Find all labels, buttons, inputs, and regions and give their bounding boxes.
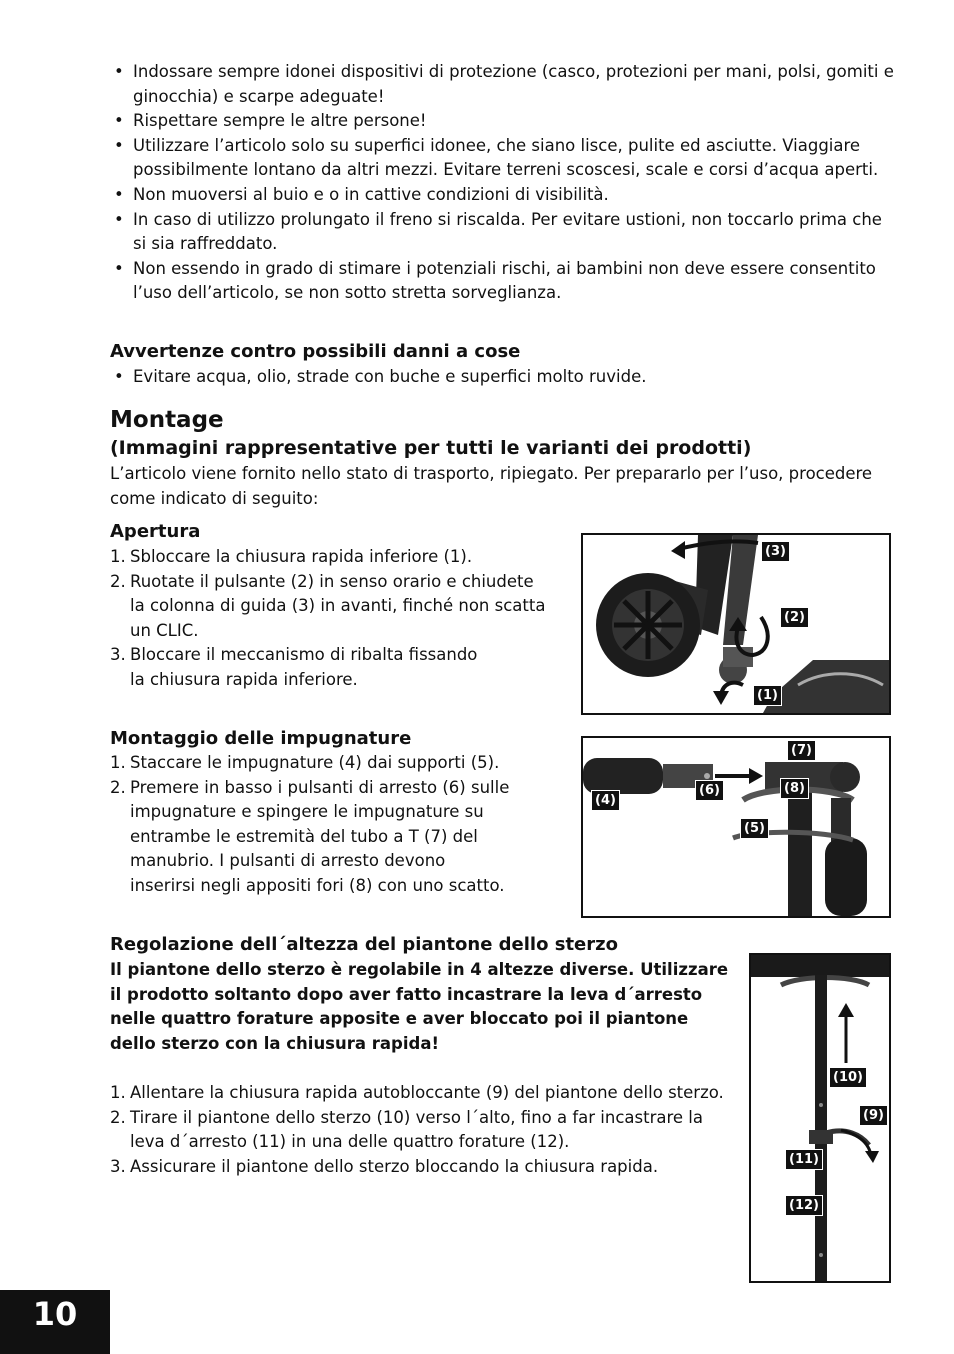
step-number: 3.	[110, 645, 126, 665]
step-item	[110, 1106, 740, 1155]
intro-paragraph: L’articolo viene fornito nello stato di trasporto, ripiegato. Per prepararlo per l’uso, procedere come indicato di seguito:	[110, 464, 873, 508]
impugnature-heading: Montaggio delle impugnature	[110, 728, 412, 749]
step-text: Bloccare il meccanismo di ribalta fissando la chiusura rapida inferiore.	[130, 645, 478, 689]
step-text: Staccare le impugnature (4) dai supporti (5).	[130, 753, 500, 772]
safety-bullet-list	[110, 60, 900, 306]
impugnature-steps	[110, 751, 530, 899]
step-item	[110, 643, 550, 692]
damage-bullet: • Evitare acqua, olio, strade con buche e superfici molto ruvide.	[110, 365, 900, 390]
step-number: 2.	[110, 571, 126, 591]
step-text: Tirare il piantone dello sterzo (10) verso l´alto, fino a far incastrare la leva d´arresto (11) in una delle quattro forature (12).	[130, 1107, 703, 1152]
label-7: (7)	[787, 740, 816, 761]
label-2: (2)	[780, 607, 809, 628]
step-number: 2.	[110, 1107, 126, 1127]
step-number: 1.	[110, 547, 126, 566]
regolazione-steps	[110, 1081, 740, 1179]
step-item	[110, 570, 550, 644]
step-text: Assicurare il piantone dello sterzo bloccando la chiusura rapida.	[130, 1156, 659, 1176]
label-8: (8)	[780, 778, 809, 799]
safety-bullet: • Rispettare sempre le altre persone!	[110, 109, 900, 134]
safety-bullet: • Non essendo in grado di stimare i potenziali rischi, ai bambini non deve essere consentito l’uso dell’articolo, se non sotto stretta sorveglianza.	[110, 257, 900, 306]
step-item	[110, 545, 550, 570]
damage-bullet-list	[110, 365, 900, 390]
label-6: (6)	[695, 780, 724, 801]
label-4: (4)	[591, 790, 620, 811]
folded-scooter-illustration	[583, 535, 889, 713]
handlebar-grips-illustration	[583, 738, 889, 916]
safety-bullet: • Non muoversi al buio e o in cattive condizioni di visibilità.	[110, 183, 900, 208]
label-5: (5)	[740, 818, 769, 839]
step-text: Premere in basso i pulsanti di arresto (6) sulle impugnature e spingere le impugnature su entrambe le estremità del tubo a T (7) del manubrio. I pulsanti di arresto devono inserirsi negli appositi fori (8) con uno scatto.	[130, 777, 510, 895]
step-item	[110, 776, 530, 899]
apertura-figure	[581, 533, 891, 715]
section-title: Montage	[110, 407, 224, 433]
regolazione-warning: Il piantone dello sterzo è regolabile in 4 altezze diverse. Utilizzare il prodotto soltanto dopo aver fatto incastrare la leva d´arresto nelle quattro forature apposite e aver bloccato poi il piantone dello sterzo con la chiusura rapida!	[110, 960, 729, 1053]
step-number: 2.	[110, 777, 126, 797]
step-text: Ruotate il pulsante (2) in senso orario e chiudete la colonna di guida (3) in avanti, finché non scatta un CLIC.	[130, 571, 546, 640]
step-number: 3.	[110, 1156, 126, 1176]
step-number: 1.	[110, 753, 126, 772]
impugnature-figure	[581, 736, 891, 918]
apertura-steps	[110, 545, 550, 693]
step-item	[110, 1155, 740, 1180]
section-subtitle: (Immagini rappresentative per tutti le varianti dei prodotti)	[110, 437, 752, 459]
safety-bullet: • Indossare sempre idonei dispositivi di protezione (casco, protezioni per mani, polsi, gomiti e ginocchia) e scarpe adeguate!	[110, 60, 900, 109]
apertura-heading: Apertura	[110, 521, 201, 542]
step-text: Allentare la chiusura rapida autobloccante (9) del piantone dello sterzo.	[130, 1083, 724, 1102]
label-12: (12)	[785, 1195, 823, 1216]
regolazione-heading: Regolazione dell´altezza del piantone dello sterzo	[110, 934, 618, 955]
label-10: (10)	[829, 1067, 867, 1088]
step-number: 1.	[110, 1083, 126, 1102]
page-number: 10	[0, 1290, 110, 1354]
step-item	[110, 751, 530, 776]
label-3: (3)	[761, 541, 790, 562]
label-9: (9)	[859, 1105, 888, 1126]
label-11: (11)	[785, 1149, 823, 1170]
regolazione-figure	[749, 953, 891, 1283]
damage-heading: Avvertenze contro possibili danni a cose	[110, 341, 521, 362]
safety-bullet: • In caso di utilizzo prolungato il freno si riscalda. Per evitare ustioni, non toccarlo prima che si sia raffreddato.	[110, 208, 900, 257]
step-text: Sbloccare la chiusura rapida inferiore (1).	[130, 547, 473, 566]
step-item	[110, 1081, 740, 1106]
safety-bullet: • Utilizzare l’articolo solo su superfici idonee, che siano lisce, pulite ed asciutte. Viaggiare possibilmente lontano da altri mezzi. Evitare terreni scoscesi, scale e corsi d’acqua aperti.	[110, 134, 900, 183]
label-1: (1)	[753, 685, 782, 706]
